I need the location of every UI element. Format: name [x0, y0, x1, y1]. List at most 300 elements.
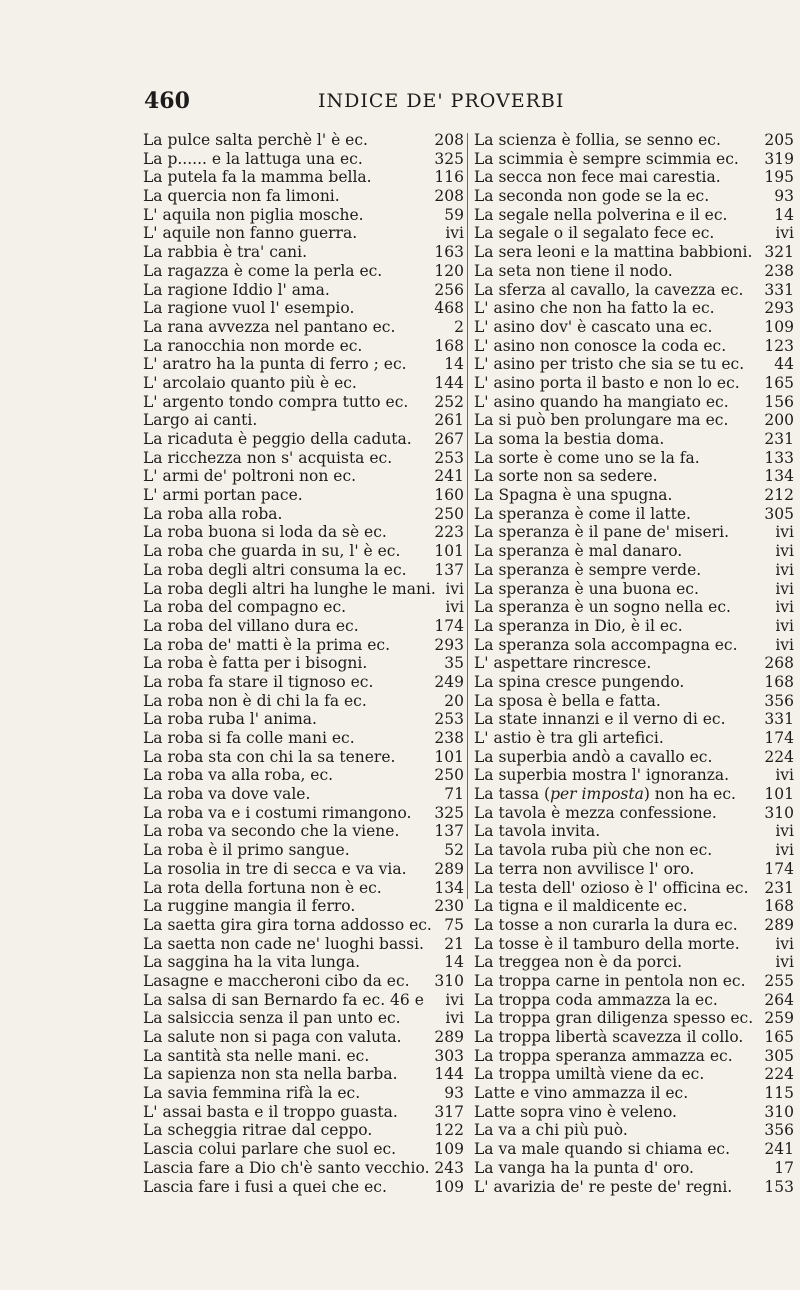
- page-reference: ivi: [775, 616, 794, 635]
- index-entry: [474, 150, 794, 169]
- page-reference: 230: [434, 897, 464, 916]
- index-entry: [143, 523, 464, 542]
- proverb-text: La tosse è il tamburo della morte.: [474, 934, 740, 953]
- page-reference: 160: [434, 486, 464, 505]
- index-entry: [143, 355, 464, 374]
- page-reference: 241: [764, 1140, 794, 1159]
- page-reference: 325: [434, 803, 464, 822]
- proverb-italic-part: per imposta: [550, 785, 644, 804]
- page-reference: 319: [764, 149, 794, 168]
- proverb-text: La tigna e il maldicente ec.: [474, 897, 688, 916]
- proverb-text: La saetta gira gira torna addosso ec.: [143, 915, 432, 934]
- index-entry: [474, 411, 794, 430]
- page-reference: 231: [764, 878, 794, 897]
- index-entry: [474, 654, 794, 673]
- index-entry: [143, 897, 464, 916]
- index-entry: [143, 935, 464, 954]
- proverb-text: L' asino per tristo che sia se tu ec.: [474, 355, 745, 374]
- proverb-text: La roba buona si loda da sè ec.: [143, 523, 387, 542]
- proverb-text: La roba si fa colle mani ec.: [143, 729, 355, 747]
- index-entry: [474, 766, 794, 785]
- index-entry: [143, 168, 464, 187]
- page-reference: 21: [444, 934, 464, 953]
- index-entry: [143, 1103, 464, 1122]
- index-entry: [474, 897, 794, 916]
- proverb-text: La vanga ha la punta d' oro.: [474, 1158, 694, 1177]
- page-reference: ivi: [775, 560, 794, 579]
- index-entry: [474, 505, 794, 524]
- proverb-text: La speranza è sempre verde.: [474, 560, 702, 579]
- running-title: INDICE DE' PROVERBI: [318, 90, 565, 112]
- proverb-text: La roba degli altri ha lunghe le mani.: [143, 579, 436, 598]
- page-reference: 144: [434, 373, 464, 392]
- index-entry: [474, 580, 794, 599]
- proverb-text: L' armi portan pace.: [143, 486, 303, 505]
- proverb-text: La superbia mostra l' ignoranza.: [474, 766, 730, 785]
- page-reference: 264: [764, 990, 794, 1009]
- proverb-text: La testa dell' ozioso è l' officina ec.: [474, 878, 749, 897]
- page-reference: 71: [444, 785, 464, 804]
- index-entry: [474, 187, 794, 206]
- page-reference: 14: [444, 953, 464, 972]
- proverb-text: La superbia andò a cavallo ec.: [474, 747, 713, 766]
- index-entry: [143, 542, 464, 561]
- proverb-text: La putela fa la mamma bella.: [143, 168, 372, 187]
- proverb-text: L' aspettare rincresce.: [474, 654, 652, 673]
- page-reference: 44: [774, 355, 794, 374]
- page-reference: 310: [434, 971, 464, 990]
- index-entry: [474, 748, 794, 767]
- page-reference: 325: [434, 149, 464, 168]
- proverb-text: La roba è il primo sangue.: [143, 841, 350, 860]
- page-reference: 14: [444, 355, 464, 374]
- index-entry: [143, 243, 464, 262]
- page-reference: 137: [434, 560, 464, 579]
- page-reference: 109: [434, 1140, 464, 1159]
- page-reference: 289: [434, 859, 464, 878]
- index-entry: [143, 804, 464, 823]
- index-entry: [474, 262, 794, 281]
- proverb-text: L' asino non conosce la coda ec.: [474, 336, 727, 355]
- page-reference: 133: [764, 448, 794, 467]
- index-entry: [474, 841, 794, 860]
- page-reference: ivi: [445, 1009, 464, 1028]
- proverb-text: L' arcolaio quanto più è ec.: [143, 373, 357, 392]
- index-entry: [474, 1159, 794, 1178]
- index-entry: [474, 1103, 794, 1122]
- page-reference: 93: [444, 1084, 464, 1103]
- page-reference: 224: [764, 1065, 794, 1084]
- proverb-text: La speranza è mal danaro.: [474, 542, 683, 561]
- page-reference: 195: [764, 168, 794, 187]
- page-reference: 231: [764, 430, 794, 448]
- index-entry: [474, 1009, 794, 1028]
- proverb-text: La ruggine mangia il ferro.: [143, 897, 356, 916]
- proverb-text: La ricaduta è peggio della caduta.: [143, 430, 412, 448]
- index-entry: [474, 168, 794, 187]
- proverb-text: La segale nella polverina e il ec.: [474, 205, 728, 224]
- page-reference: ivi: [775, 542, 794, 561]
- page-reference: ivi: [445, 990, 464, 1009]
- proverb-text: La ragione Iddio l' ama.: [143, 280, 330, 299]
- index-entry: [474, 710, 794, 729]
- proverb-text: La troppa gran diligenza spesso ec.: [474, 1009, 754, 1028]
- index-entry: [143, 860, 464, 879]
- proverb-text: L' armi de' poltroni non ec.: [143, 467, 357, 486]
- page-reference: 238: [764, 261, 794, 280]
- index-entry: [143, 131, 464, 150]
- proverb-text: La speranza è una buona ec.: [474, 579, 699, 598]
- index-entry: [474, 430, 794, 449]
- page-reference: ivi: [775, 224, 794, 243]
- proverb-text: La salute non si paga con valuta.: [143, 1028, 402, 1046]
- page-reference: 116: [434, 168, 464, 187]
- proverb-text: La roba de' matti è la prima ec.: [143, 635, 391, 654]
- page-reference: 208: [434, 131, 464, 149]
- page-reference: 253: [434, 448, 464, 467]
- index-entry: [143, 1028, 464, 1047]
- index-entry: [474, 916, 794, 935]
- proverb-text: L' asino che non ha fatto la ec.: [474, 299, 715, 318]
- proverb-text: La ricchezza non s' acquista ec.: [143, 448, 393, 467]
- proverb-text: La speranza è come il latte.: [474, 504, 691, 523]
- index-entry: [143, 1140, 464, 1159]
- proverb-text: L' aratro ha la punta di ferro ; ec.: [143, 355, 407, 374]
- index-entry: [143, 710, 464, 729]
- index-entry: [143, 598, 464, 617]
- page-reference: 168: [434, 336, 464, 355]
- page-reference: 120: [434, 261, 464, 280]
- proverb-text: La ranocchia non morde ec.: [143, 336, 363, 355]
- proverb-text: La roba alla roba.: [143, 504, 283, 523]
- proverb-text: La rota della fortuna non è ec.: [143, 878, 382, 897]
- index-entry: [143, 1065, 464, 1084]
- proverb-text: La tavola invita.: [474, 822, 601, 841]
- page-reference: ivi: [775, 841, 794, 860]
- page-reference: 255: [764, 971, 794, 990]
- page-reference: 14: [774, 205, 794, 224]
- proverb-text: La tavola è mezza confessione.: [474, 803, 717, 822]
- proverb-text: La roba sta con chi la sa tenere.: [143, 747, 396, 766]
- index-entry: [474, 337, 794, 356]
- index-entry: [474, 393, 794, 412]
- index-entry: [474, 467, 794, 486]
- proverb-text: La speranza in Dio, è il ec.: [474, 616, 683, 635]
- index-entry: [474, 1140, 794, 1159]
- page-reference: ivi: [775, 953, 794, 972]
- page-reference: 174: [434, 616, 464, 635]
- page-reference: ivi: [775, 635, 794, 654]
- index-entry: [474, 991, 794, 1010]
- proverb-text-part: ) non ha ec.: [643, 785, 736, 804]
- index-entry: [143, 748, 464, 767]
- column-divider: [467, 133, 468, 899]
- index-entry: [143, 430, 464, 449]
- index-entry: [143, 1178, 464, 1197]
- page-reference: 250: [434, 504, 464, 523]
- proverb-text: La roba fa stare il tignoso ec.: [143, 672, 374, 691]
- page-reference: 468: [434, 299, 464, 318]
- page-reference: 101: [434, 747, 464, 766]
- proverb-text: La pulce salta perchè l' è ec.: [143, 131, 368, 149]
- page-reference: 134: [434, 878, 464, 897]
- proverb-text: L' aquile non fanno guerra.: [143, 224, 358, 243]
- index-entry: [474, 561, 794, 580]
- proverb-text: La roba va alla roba, ec.: [143, 766, 334, 785]
- page-reference: 208: [434, 187, 464, 206]
- index-entry: [474, 822, 794, 841]
- page-reference: 289: [434, 1028, 464, 1046]
- index-entry: [474, 673, 794, 692]
- page-reference: ivi: [775, 822, 794, 841]
- proverb-text: La troppa carne in pentola non ec.: [474, 971, 746, 990]
- index-entry: [474, 542, 794, 561]
- proverb-text: La sapienza non sta nella barba.: [143, 1065, 398, 1084]
- page-reference: 224: [764, 747, 794, 766]
- index-entry: [474, 1047, 794, 1066]
- proverb-text: Largo ai canti.: [143, 411, 258, 430]
- index-entry: [143, 879, 464, 898]
- index-entry: [143, 1009, 464, 1028]
- proverb-text: La terra non avvilisce l' oro.: [474, 859, 695, 878]
- page-reference: 59: [444, 205, 464, 224]
- index-entry: [474, 1065, 794, 1084]
- page-reference: 168: [764, 672, 794, 691]
- page-reference: ivi: [445, 579, 464, 598]
- proverb-text: La ragione vuol l' esempio.: [143, 299, 355, 318]
- proverb-text: L' argento tondo compra tutto ec.: [143, 392, 409, 411]
- page-reference: 137: [434, 822, 464, 841]
- page-reference: 35: [444, 654, 464, 673]
- index-entry: [474, 224, 794, 243]
- index-entry: [143, 841, 464, 860]
- proverb-text: La salsa di san Bernardo fa ec. 46 e: [143, 990, 424, 1009]
- page-reference: ivi: [445, 598, 464, 617]
- index-entry: [143, 636, 464, 655]
- proverb-text: L' asino porta il basto e non lo ec.: [474, 373, 740, 392]
- index-entry: [143, 953, 464, 972]
- proverb-text: L' avarizia de' re peste de' regni.: [474, 1177, 733, 1196]
- page-reference: 101: [434, 542, 464, 561]
- proverb-text: La roba ruba l' anima.: [143, 710, 317, 729]
- page-reference: 310: [764, 803, 794, 822]
- index-entry: [474, 1084, 794, 1103]
- page-reference: 174: [764, 729, 794, 747]
- proverb-text: Lascia fare i fusi a quei che ec.: [143, 1177, 387, 1196]
- index-entry: [143, 206, 464, 225]
- index-entry: [143, 187, 464, 206]
- page-reference: 168: [764, 897, 794, 916]
- proverb-text: La rabbia è tra' cani.: [143, 243, 308, 262]
- proverb-text: La speranza sola accompagna ec.: [474, 635, 738, 654]
- page-number: 460: [144, 88, 190, 114]
- index-entry: [143, 617, 464, 636]
- index-entry: [143, 1159, 464, 1178]
- proverb-text: L' astio è tra gli artefici.: [474, 729, 664, 747]
- page-reference: ivi: [775, 598, 794, 617]
- page-reference: 356: [764, 1121, 794, 1140]
- index-entry: [474, 692, 794, 711]
- index-entry: [143, 692, 464, 711]
- page-reference: 165: [764, 373, 794, 392]
- page-reference: 261: [434, 411, 464, 430]
- proverb-text: La roba che guarda in su, l' è ec.: [143, 542, 401, 561]
- proverb-text: La si può ben prolungare ma ec.: [474, 411, 729, 430]
- page-reference: 303: [434, 1046, 464, 1065]
- index-entry: [143, 654, 464, 673]
- proverb-text: Lascia fare a Dio ch'è santo vecchio.: [143, 1158, 430, 1177]
- page-reference: 293: [434, 635, 464, 654]
- page-reference: 165: [764, 1028, 794, 1046]
- page-reference: 156: [764, 392, 794, 411]
- page-reference: ivi: [775, 523, 794, 542]
- index-entry: [474, 785, 794, 804]
- page-reference: 163: [434, 243, 464, 262]
- proverb-text: La rana avvezza nel pantano ec.: [143, 317, 396, 336]
- index-entry: [474, 318, 794, 337]
- proverb-text: La scheggia ritrae dal ceppo.: [143, 1121, 373, 1140]
- proverb-text: La state innanzi e il verno di ec.: [474, 710, 726, 729]
- index-entry: [474, 206, 794, 225]
- index-entry: [143, 580, 464, 599]
- index-entry: [474, 972, 794, 991]
- left-column: [143, 131, 464, 1196]
- index-entry: [474, 636, 794, 655]
- proverb-text: La troppa umiltà viene da ec.: [474, 1065, 705, 1084]
- proverb-text: L' asino dov' è cascato una ec.: [474, 317, 713, 336]
- index-entry: [143, 281, 464, 300]
- index-entry: [143, 486, 464, 505]
- index-entry: [474, 1028, 794, 1047]
- index-entry: [474, 281, 794, 300]
- proverb-text: La roba del villano dura ec.: [143, 616, 359, 635]
- proverb-text: La ragazza è come la perla ec.: [143, 261, 383, 280]
- index-entry: [143, 449, 464, 468]
- index-entry: [143, 729, 464, 748]
- index-entry: [474, 729, 794, 748]
- index-entry: [143, 916, 464, 935]
- page-reference: 109: [764, 317, 794, 336]
- proverb-text: La troppa libertà scavezza il collo.: [474, 1028, 744, 1046]
- index-entry: [474, 1121, 794, 1140]
- proverb-text: La roba va secondo che la viene.: [143, 822, 400, 841]
- index-entry: [474, 449, 794, 468]
- proverb-text: La rosolia in tre di secca e va via.: [143, 859, 407, 878]
- page-reference: 259: [764, 1009, 794, 1028]
- index-entry: [474, 523, 794, 542]
- page-reference: 305: [764, 1046, 794, 1065]
- index-entry: [474, 486, 794, 505]
- page-reference: 321: [764, 243, 794, 262]
- page-reference: 200: [764, 411, 794, 430]
- index-entry: [143, 561, 464, 580]
- page-reference: 109: [434, 1177, 464, 1196]
- proverb-text: La secca non fece mai carestia.: [474, 168, 721, 187]
- index-entry: [143, 822, 464, 841]
- index-entry: [474, 374, 794, 393]
- index-entry: [474, 598, 794, 617]
- proverb-text: La sorte non sa sedere.: [474, 467, 658, 486]
- proverb-text: La roba va e i costumi rimangono.: [143, 803, 412, 822]
- proverb-text: Lascia colui parlare che suol ec.: [143, 1140, 397, 1159]
- page-reference: 17: [774, 1158, 794, 1177]
- index-entry: [474, 935, 794, 954]
- proverb-text: La speranza è un sogno nella ec.: [474, 598, 731, 617]
- index-entry: [143, 411, 464, 430]
- page-reference: 267: [434, 430, 464, 448]
- page-reference: 123: [764, 336, 794, 355]
- page-reference: ivi: [775, 766, 794, 785]
- index-entry: [474, 617, 794, 636]
- index-entry: [474, 879, 794, 898]
- index-entry: [474, 1178, 794, 1197]
- index-entry: [474, 860, 794, 879]
- proverb-text: La quercia non fa limoni.: [143, 187, 340, 206]
- proverb-text: La seconda non gode se la ec.: [474, 187, 710, 206]
- page-reference: 293: [764, 299, 794, 318]
- proverb-text: La p...... e la lattuga una ec.: [143, 149, 363, 168]
- index-entry: [143, 505, 464, 524]
- proverb-text: La sposa è bella e fatta.: [474, 691, 661, 710]
- proverb-text: La troppa speranza ammazza ec.: [474, 1046, 733, 1065]
- proverb-text: L' asino quando ha mangiato ec.: [474, 392, 729, 411]
- index-entry: [474, 243, 794, 262]
- proverb-text: La va male quando si chiama ec.: [474, 1140, 731, 1159]
- index-entry: [143, 224, 464, 243]
- page-reference: 52: [444, 841, 464, 860]
- proverb-text: La va a chi più può.: [474, 1121, 628, 1140]
- page-reference: 241: [434, 467, 464, 486]
- page-reference: 238: [434, 729, 464, 747]
- page-reference: 115: [764, 1084, 794, 1103]
- page-reference: 356: [764, 691, 794, 710]
- proverb-text: La roba è fatta per i bisogni.: [143, 654, 368, 673]
- proverb-text: Latte sopra vino è veleno.: [474, 1102, 677, 1121]
- page-reference: 144: [434, 1065, 464, 1084]
- proverb-text: La scimmia è sempre scimmia ec.: [474, 149, 739, 168]
- proverb-text: L' assai basta e il troppo guasta.: [143, 1102, 398, 1121]
- proverb-text: La troppa coda ammazza la ec.: [474, 990, 718, 1009]
- index-entry: [143, 972, 464, 991]
- index-entry: [143, 337, 464, 356]
- index-entry: [143, 766, 464, 785]
- page-header: [144, 88, 744, 118]
- page-reference: 331: [764, 280, 794, 299]
- index-entry: [474, 131, 794, 150]
- proverb-text-part: La tassa (: [474, 785, 551, 804]
- page-reference: 101: [764, 785, 794, 804]
- page-reference: 252: [434, 392, 464, 411]
- proverb-text: La salsiccia senza il pan unto ec.: [143, 1009, 401, 1028]
- proverb-text: La soma la bestia doma.: [474, 430, 665, 448]
- index-entry: [474, 355, 794, 374]
- page-reference: 223: [434, 523, 464, 542]
- proverb-text: Lasagne e maccheroni cibo da ec.: [143, 971, 410, 990]
- proverb-text: La tosse a non curarla la dura ec.: [474, 915, 738, 934]
- index-entry: [143, 262, 464, 281]
- proverb-text: La saetta non cade ne' luoghi bassi.: [143, 934, 424, 953]
- index-entry: [143, 673, 464, 692]
- proverb-text: [474, 785, 736, 804]
- page-reference: 174: [764, 859, 794, 878]
- index-entry: [143, 1121, 464, 1140]
- page-reference: 249: [434, 672, 464, 691]
- index-entry: [143, 393, 464, 412]
- proverb-text: La roba non è di chi la fa ec.: [143, 691, 367, 710]
- proverb-text: La segale o il segalato fece ec.: [474, 224, 715, 243]
- page-reference: ivi: [775, 934, 794, 953]
- proverb-text: La sorte è come uno se la fa.: [474, 448, 700, 467]
